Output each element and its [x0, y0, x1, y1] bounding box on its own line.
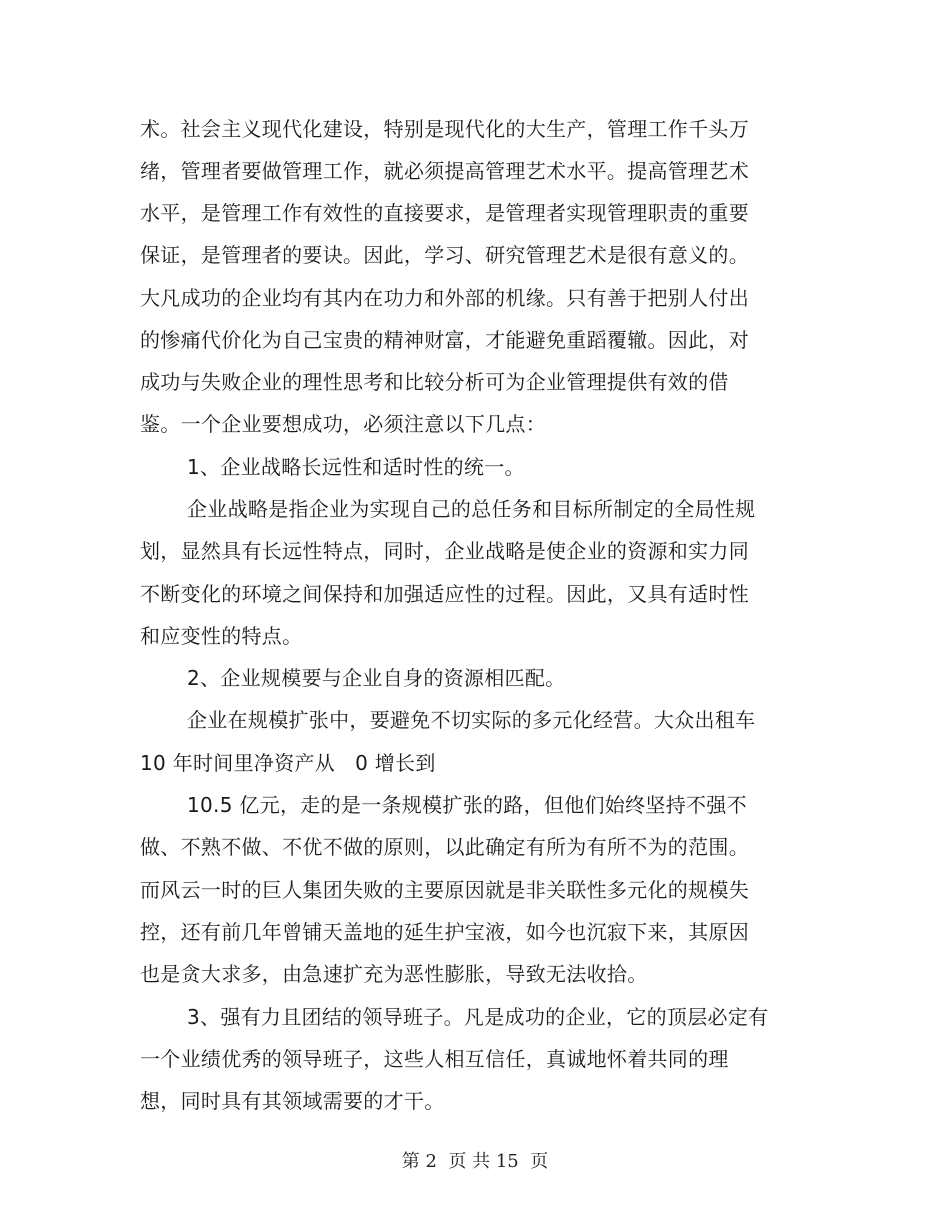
- text-line: 一个业绩优秀的领导班子，这些人相互信任，真诚地怀着共同的理: [140, 1047, 729, 1071]
- text-line: 划，显然具有长远性特点，同时，企业战略是使企业的资源和实力同: [140, 539, 749, 563]
- section-heading-1: 1、企业战略长远性和适时性的统一。: [187, 455, 525, 479]
- text-line: 大凡成功的企业均有其内在功力和外部的机缘。只有善于把别人付出: [140, 286, 749, 310]
- text-line: 做、不熟不做、不优不做的原则，以此确定有所为有所不为的范围。: [140, 835, 749, 859]
- text-line: 而风云一时的巨人集团失败的主要原因就是非关联性多元化的规模失: [140, 878, 749, 902]
- section-heading-3: 3、强有力且团结的领导班子。凡是成功的企业，它的顶层必定有: [187, 1005, 769, 1029]
- section-heading-2: 2、企业规模要与企业自身的资源相匹配。: [187, 666, 566, 690]
- text-line: 企业在规模扩张中，要避免不切实际的多元化经营。大众出租车: [187, 708, 756, 732]
- text-line: 想，同时具有其领域需要的才干。: [140, 1089, 445, 1113]
- text-line: 企业战略是指企业为实现自己的总任务和目标所制定的全局性规: [187, 497, 756, 521]
- text-line: 鉴。一个企业要想成功，必须注意以下几点：: [140, 412, 546, 436]
- text-line: 的惨痛代价化为自己宝贵的精神财富，才能避免重蹈覆辙。因此，对: [140, 328, 749, 352]
- text-line: 不断变化的环境之间保持和加强适应性的过程。因此，又具有适时性: [140, 582, 749, 606]
- text-line: 绪，管理者要做管理工作，就必须提高管理艺术水平。提高管理艺术: [140, 159, 749, 183]
- text-line: 10.5 亿元，走的是一条规模扩张的路，但他们始终坚持不强不: [187, 793, 747, 817]
- text-line: 成功与失败企业的理性思考和比较分析可为企业管理提供有效的借: [140, 370, 729, 394]
- text-line: 控，还有前几年曾铺天盖地的延生护宝液，如今也沉寂下来，其原因: [140, 920, 749, 944]
- text-line: 和应变性的特点。: [140, 624, 303, 648]
- text-line: 也是贪大求多，由急速扩充为恶性膨胀，导致无法收拾。: [140, 962, 648, 986]
- text-line: 保证，是管理者的要诀。因此，学习、研究管理艺术是很有意义的。: [140, 243, 749, 267]
- text-line: 水平，是管理工作有效性的直接要求，是管理者实现管理职责的重要: [140, 201, 749, 225]
- text-line: 10 年时间里净资产从 0 增长到: [140, 751, 436, 775]
- text-line: 术。社会主义现代化建设，特别是现代化的大生产，管理工作千头万: [140, 117, 749, 141]
- page-number-footer: 第 2 页 共 15 页: [401, 1151, 549, 1172]
